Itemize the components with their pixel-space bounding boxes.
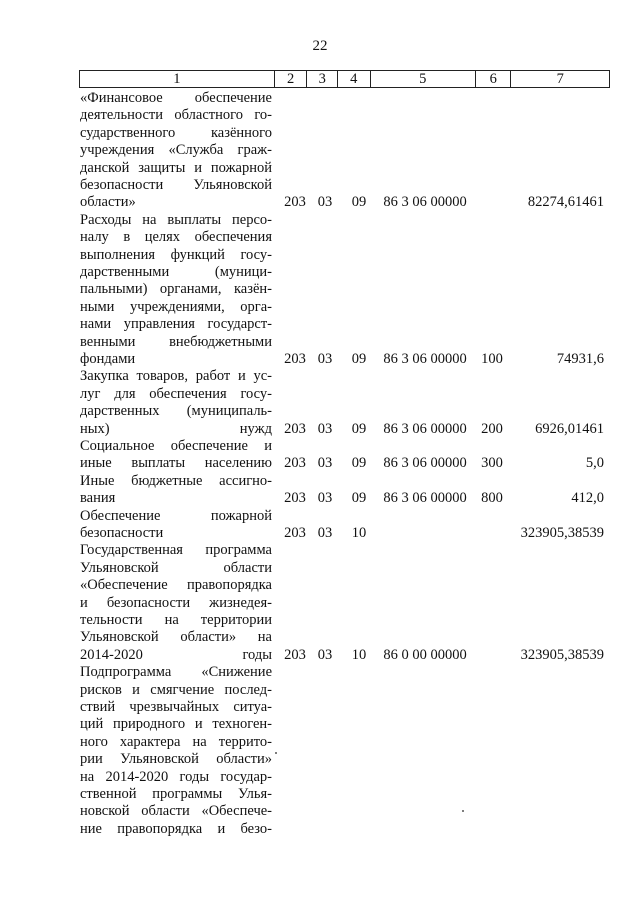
cell-target-article: 86 3 06 00000 [383, 194, 467, 211]
description-line: тельности на территории [80, 612, 272, 629]
column-header-7: 7 [511, 71, 610, 88]
description-line: области» [80, 194, 136, 211]
row-values [0, 491, 640, 508]
cell-section: 03 [317, 350, 333, 367]
description-line: вания [80, 490, 116, 507]
table-row [0, 438, 640, 473]
column-header-row [80, 71, 610, 88]
cell-expense-type: 100 [481, 350, 503, 367]
row-values [0, 821, 640, 838]
table-row [0, 542, 640, 664]
description-line: учреждения «Служба граж- [80, 142, 272, 159]
row-values [0, 351, 640, 368]
cell-amount: 412,0 [571, 490, 604, 507]
description-line: Социальное обеспечение и [80, 438, 272, 454]
column-header-table [79, 70, 610, 88]
description-line: ственной программы Улья- [80, 786, 272, 803]
row-values [0, 195, 640, 212]
description-line: безопасности Ульяновской [80, 177, 272, 194]
cell-target-article: 86 0 00 00000 [383, 646, 467, 663]
cell-section: 03 [317, 490, 333, 507]
description-line: рисков и смягчение послед- [80, 681, 272, 698]
cell-target-article: 86 3 06 00000 [383, 490, 467, 507]
cell-section: 03 [317, 455, 333, 472]
cell-section: 03 [317, 524, 333, 541]
cell-amount: 323905,38539 [520, 646, 604, 663]
column-header-5: 5 [370, 71, 475, 88]
description-line: Государственная программа [80, 542, 272, 559]
scan-speck [275, 752, 277, 754]
cell-expense-type: 200 [481, 420, 503, 437]
description-line: ного характера на террито- [80, 733, 272, 750]
description-line: 2014-2020 годы [80, 646, 272, 663]
table-row [0, 212, 640, 369]
description-line: ние правопорядка и безо- [80, 820, 272, 837]
cell-code-admin: 203 [284, 646, 306, 663]
cell-code-admin: 203 [284, 524, 306, 541]
table-row [0, 473, 640, 508]
description-line: пальными) органами, казён- [80, 281, 272, 298]
row-values [0, 525, 640, 542]
description-line: Расходы на выплаты персо- [80, 211, 272, 228]
table-row [0, 368, 640, 438]
cell-target-article: 86 3 06 00000 [383, 455, 467, 472]
description-line: ными учреждениями, орга- [80, 298, 272, 315]
page-number: 22 [312, 38, 328, 54]
cell-code-admin: 203 [284, 194, 306, 211]
description-line: налу в целях обеспечения [80, 229, 272, 246]
row-values [0, 421, 640, 438]
description-line: Иные бюджетные ассигно- [80, 472, 272, 489]
cell-expense-type: 300 [481, 455, 503, 472]
cell-code-admin: 203 [284, 455, 306, 472]
table-row [0, 90, 640, 212]
description-line: Ульяновской области» на [80, 629, 272, 646]
cell-amount: 323905,38539 [520, 524, 604, 541]
row-description [80, 90, 272, 212]
description-line: сударственного казённого [80, 124, 272, 141]
cell-amount: 5,0 [585, 455, 604, 472]
row-description [80, 542, 272, 664]
cell-subsection: 09 [351, 194, 367, 211]
column-header-3: 3 [307, 71, 338, 88]
description-line: Обеспечение пожарной [80, 507, 272, 524]
table-row [0, 508, 640, 543]
cell-target-article: 86 3 06 00000 [383, 350, 467, 367]
cell-section: 03 [317, 646, 333, 663]
description-line: Ульяновской области [80, 559, 272, 576]
description-line: нами управления государст- [80, 316, 272, 333]
description-line: рии Ульяновской области» [80, 751, 272, 768]
description-line: Закупка товаров, работ и ус- [80, 368, 272, 385]
cell-amount: 6926,01461 [535, 420, 604, 437]
description-line: безопасности [80, 525, 164, 541]
description-line: «Финансовое обеспечение [80, 90, 272, 106]
cell-code-admin: 203 [284, 420, 306, 437]
cell-section: 03 [317, 420, 333, 437]
description-line: фондами [80, 351, 136, 368]
cell-subsection: 09 [351, 455, 367, 472]
description-line: луг для обеспечения госу- [80, 385, 272, 402]
column-header-6: 6 [475, 71, 511, 88]
row-description [80, 212, 272, 369]
cell-subsection: 10 [351, 646, 367, 663]
cell-subsection: 09 [351, 350, 367, 367]
column-header-1: 1 [80, 71, 275, 88]
description-line: и безопасности жизнедея- [80, 594, 272, 611]
cell-expense-type: 800 [481, 490, 503, 507]
cell-target-article: 86 3 06 00000 [383, 420, 467, 437]
description-line: дарственных (муниципаль- [80, 403, 272, 420]
column-header-4: 4 [338, 71, 371, 88]
description-line: дарственными (муници- [80, 264, 272, 281]
scan-speck [462, 810, 464, 812]
description-line: «Обеспечение правопорядка [80, 577, 272, 594]
description-line: ных) нужд [80, 420, 272, 437]
row-values [0, 456, 640, 473]
description-line: венными внебюджетными [80, 333, 272, 350]
description-line: данской защиты и пожарной [80, 159, 272, 176]
description-line: ствий чрезвычайных ситуа- [80, 699, 272, 715]
description-line: на 2014-2020 годы государ- [80, 768, 272, 785]
cell-subsection: 10 [351, 524, 367, 541]
cell-amount: 82274,61461 [527, 194, 604, 211]
column-header-2: 2 [274, 71, 307, 88]
description-line: Подпрограмма «Снижение [80, 664, 272, 681]
description-line: деятельности областного го- [80, 107, 272, 124]
cell-code-admin: 203 [284, 350, 306, 367]
description-line: новской области «Обеспече- [80, 803, 272, 820]
cell-amount: 74931,6 [556, 350, 604, 367]
table-row [0, 664, 640, 838]
description-line: ций природного и техноген- [80, 716, 272, 733]
cell-subsection: 09 [351, 490, 367, 507]
description-line: иные выплаты населению [80, 455, 272, 472]
cell-subsection: 09 [351, 420, 367, 437]
cell-section: 03 [317, 194, 333, 211]
row-description [80, 664, 272, 838]
cell-code-admin: 203 [284, 490, 306, 507]
description-line: выполнения функций госу- [80, 246, 272, 263]
row-values [0, 647, 640, 664]
